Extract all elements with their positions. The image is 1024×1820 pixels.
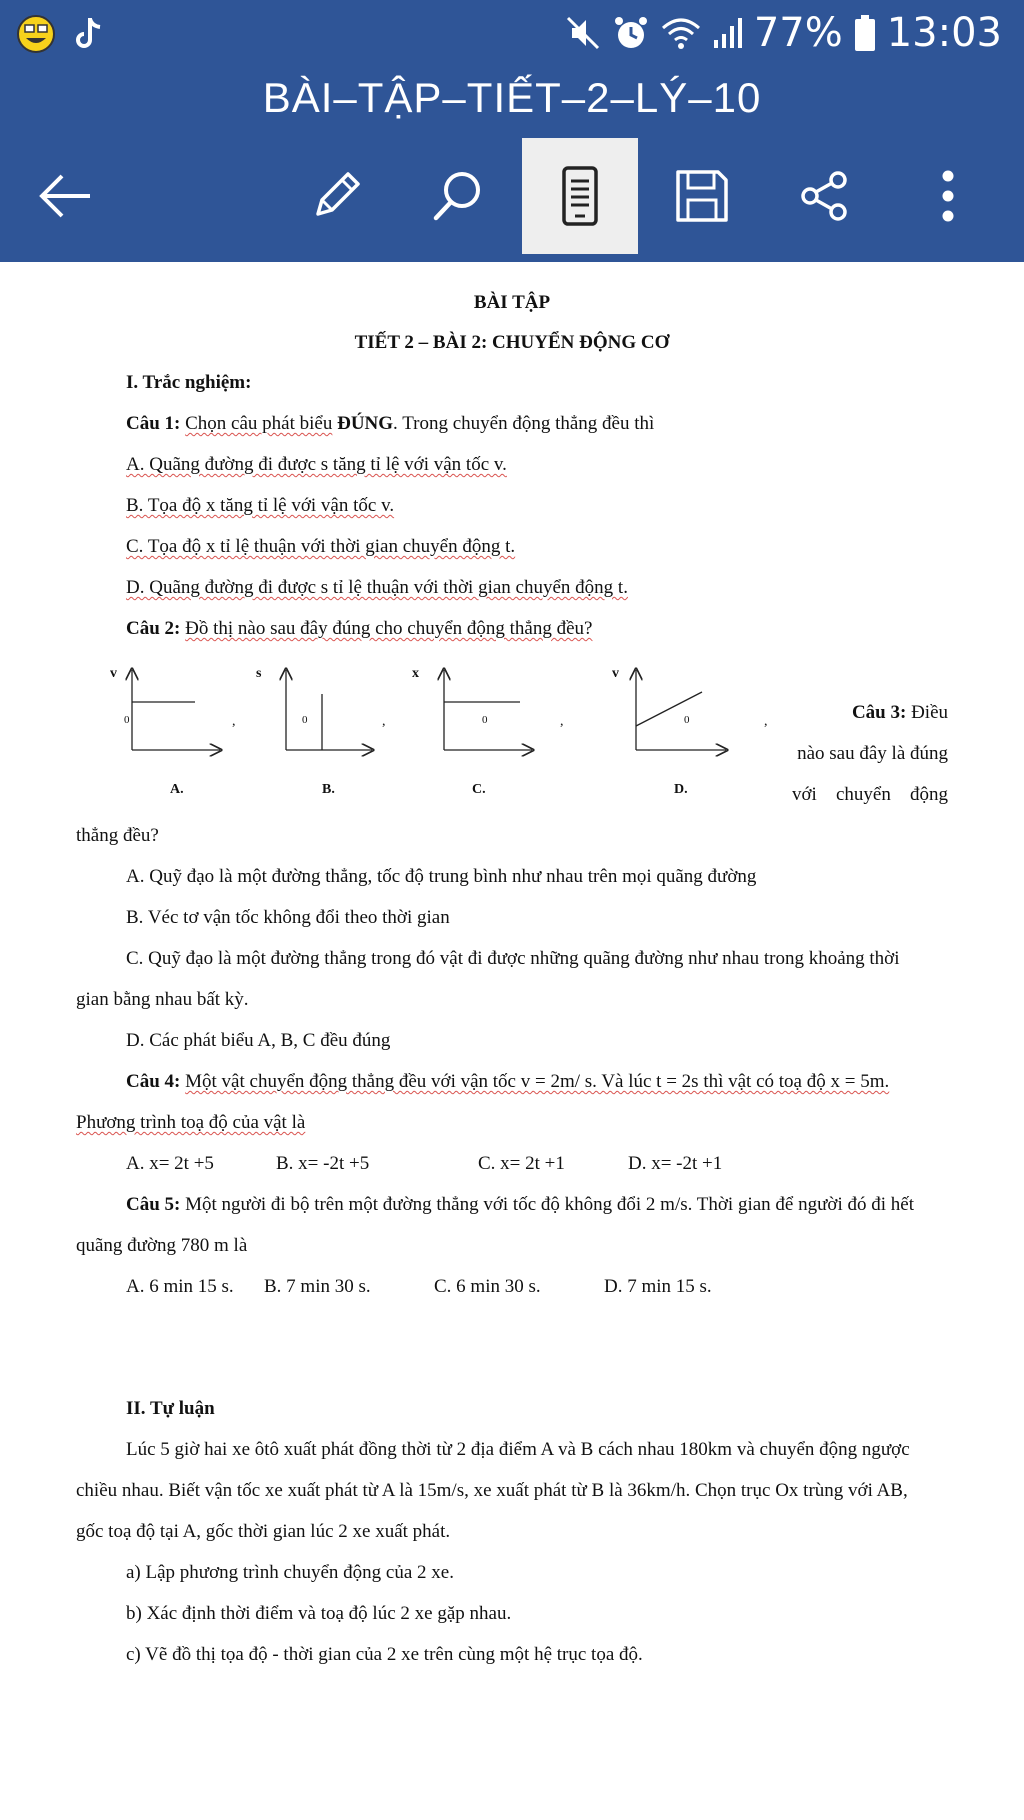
q4-option-a: A. x= 2t +5: [126, 1153, 214, 1174]
q3-option-a: A. Quỹ đạo là một đường thẳng, tốc độ trung bình như nhau trên mọi quãng đường: [126, 866, 757, 887]
floppy-disk-icon: [674, 168, 730, 224]
q3-line3-c: động: [909, 784, 948, 805]
q5-text1: Một người đi bộ trên một đường thẳng với tốc độ không đổi 2 m/s. Thời gian để người đó đi hết: [185, 1194, 914, 1215]
doc-heading: BÀI TẬP: [473, 292, 551, 313]
reading-view-button[interactable]: [522, 138, 638, 254]
q4-label: Câu 4:: [126, 1071, 181, 1092]
graph-separator-1: ,: [232, 714, 236, 729]
q3-line2: nào sau đây là đúng: [797, 743, 948, 764]
search-button[interactable]: [400, 138, 516, 254]
back-button[interactable]: [8, 138, 124, 254]
graph-b: [286, 670, 372, 750]
document-page: [0, 262, 1024, 1820]
q3-line3-a: với: [792, 784, 817, 805]
graph-a-caption: A.: [170, 782, 184, 797]
status-bar: [0, 0, 1024, 70]
battery-icon: [853, 13, 877, 53]
graph-separator-3: ,: [560, 714, 564, 729]
q1-option-b: B. Tọa độ x tăng tỉ lệ với vận tốc v.: [126, 495, 395, 516]
q1-text-bold: ĐÚNG: [337, 413, 394, 434]
document-title: BÀI–TẬP–TIẾT–2–LÝ–10: [262, 74, 762, 121]
graph-d-axis-label: v: [612, 666, 619, 681]
q4-option-b: B. x= -2t +5: [276, 1153, 370, 1174]
q5-text2: quãng đường 780 m là: [76, 1235, 248, 1256]
section-multiple-choice: I. Trắc nghiệm:: [126, 372, 252, 393]
question-2: [126, 618, 592, 640]
more-options-button[interactable]: [890, 138, 1006, 254]
q1-label: Câu 1:: [126, 413, 181, 434]
essay-task-b: b) Xác định thời điểm và toạ độ lúc 2 xe gặp nhau.: [126, 1603, 512, 1624]
q3-option-c-line1: C. Quỹ đạo là một đường thẳng trong đó vật đi được những quãng đường như nhau trong khoảng thời: [126, 948, 900, 969]
doc-subheading: TIẾT 2 – BÀI 2: CHUYỂN ĐỘNG CƠ: [354, 332, 670, 353]
tiktok-icon: [74, 16, 104, 52]
q5-option-b: B. 7 min 30 s.: [264, 1276, 371, 1297]
graph-c: [444, 670, 532, 750]
q4-text2: Phương trình toạ độ của vật là: [76, 1112, 306, 1133]
essay-paragraph-line2: chiều nhau. Biết vận tốc xe xuất phát từ A là 15m/s, xe xuất phát từ B là 36km/h. Chọn trục Ox trùng với AB,: [76, 1480, 908, 1501]
graphs-row: [100, 660, 780, 800]
q2-label: Câu 2:: [126, 618, 181, 639]
pencil-icon: [308, 168, 364, 224]
q3-option-b: B. Véc tơ vận tốc không đổi theo thời gian: [126, 907, 450, 928]
essay-task-a: a) Lập phương trình chuyển động của 2 xe.: [126, 1562, 454, 1583]
wifi-icon: [660, 14, 702, 52]
graph-c-caption: C.: [472, 782, 486, 797]
emoji-app-icon: [16, 14, 56, 54]
mute-icon: [564, 14, 602, 52]
q5-option-d: D. 7 min 15 s.: [604, 1276, 712, 1297]
section-essay: II. Tự luận: [126, 1398, 215, 1419]
graph-separator-4: ,: [764, 714, 768, 729]
edit-button[interactable]: [278, 138, 394, 254]
graph-a-axis-label: v: [110, 666, 117, 681]
essay-paragraph-line1: Lúc 5 giờ hai xe ôtô xuất phát đồng thời từ 2 địa điểm A và B cách nhau 180km và chuyển động ngược: [126, 1439, 910, 1460]
q4-text1: Một vật chuyển động thẳng đều với vận tốc v = 2m/ s. Và lúc t = 2s thì vật có toạ độ x = 5m.: [185, 1071, 890, 1092]
graph-b-caption: B.: [322, 782, 335, 797]
graph-b-origin: 0: [302, 714, 308, 726]
q1-option-c: C. Tọa độ x tỉ lệ thuận với thời gian chuyển động t.: [126, 536, 516, 557]
battery-percent: 77%: [753, 10, 843, 56]
graph-b-axis-label: s: [256, 666, 262, 681]
arrow-left-icon: [36, 171, 96, 221]
q1-option-a: A. Quãng đường đi được s tăng tỉ lệ với vận tốc v.: [126, 454, 507, 475]
question-1: [126, 413, 654, 435]
share-button[interactable]: [766, 138, 882, 254]
q4-option-c: C. x= 2t +1: [478, 1153, 565, 1174]
question-3: [852, 702, 948, 724]
share-icon: [796, 168, 852, 224]
alarm-icon: [612, 14, 650, 52]
q5-option-c: C. 6 min 30 s.: [434, 1276, 541, 1297]
q1-option-d: D. Quãng đường đi được s tỉ lệ thuận với thời gian chuyển động t.: [126, 577, 628, 598]
question-4: [126, 1071, 889, 1093]
q3-line4: thẳng đều?: [76, 825, 159, 846]
search-icon: [430, 168, 486, 224]
q3-line3-b: chuyển: [835, 784, 891, 805]
toolbar: [0, 138, 1024, 254]
essay-paragraph-line3: gốc toạ độ tại A, gốc thời gian lúc 2 xe xuất phát.: [76, 1521, 451, 1542]
mobile-view-icon: [558, 165, 602, 227]
app-bar: [0, 0, 1024, 262]
more-vertical-icon: [938, 168, 958, 224]
save-button[interactable]: [644, 138, 760, 254]
signal-icon: [712, 14, 744, 52]
q3-option-d: D. Các phát biểu A, B, C đều đúng: [126, 1030, 391, 1051]
q5-label: Câu 5:: [126, 1194, 181, 1215]
graph-c-origin: 0: [482, 714, 488, 726]
graph-separator-2: ,: [382, 714, 386, 729]
graph-d-origin: 0: [684, 714, 690, 726]
q2-text: Đồ thị nào sau đây đúng cho chuyển động thẳng đều?: [185, 618, 593, 639]
q3-line3: [792, 784, 948, 806]
q5-option-a: A. 6 min 15 s.: [126, 1276, 234, 1297]
q3-line1: Điều: [911, 702, 948, 723]
question-5: [126, 1194, 914, 1216]
graph-a-origin: 0: [124, 714, 130, 726]
q1-text-b: . Trong chuyển động thẳng đều thì: [393, 413, 655, 434]
graph-d-caption: D.: [674, 782, 688, 797]
graph-d: [636, 670, 726, 750]
graph-c-axis-label: x: [412, 666, 419, 681]
graph-a: [132, 670, 220, 750]
essay-task-c: c) Vẽ đồ thị tọa độ - thời gian của 2 xe trên cùng một hệ trục tọa độ.: [126, 1644, 643, 1665]
q1-text-a: Chọn câu phát biểu: [185, 413, 333, 434]
q3-option-c-line2: gian bằng nhau bất kỳ.: [76, 989, 249, 1010]
q3-label: Câu 3:: [851, 702, 907, 723]
q4-option-d: D. x= -2t +1: [628, 1153, 723, 1174]
clock-time: 13:03: [886, 10, 1002, 56]
